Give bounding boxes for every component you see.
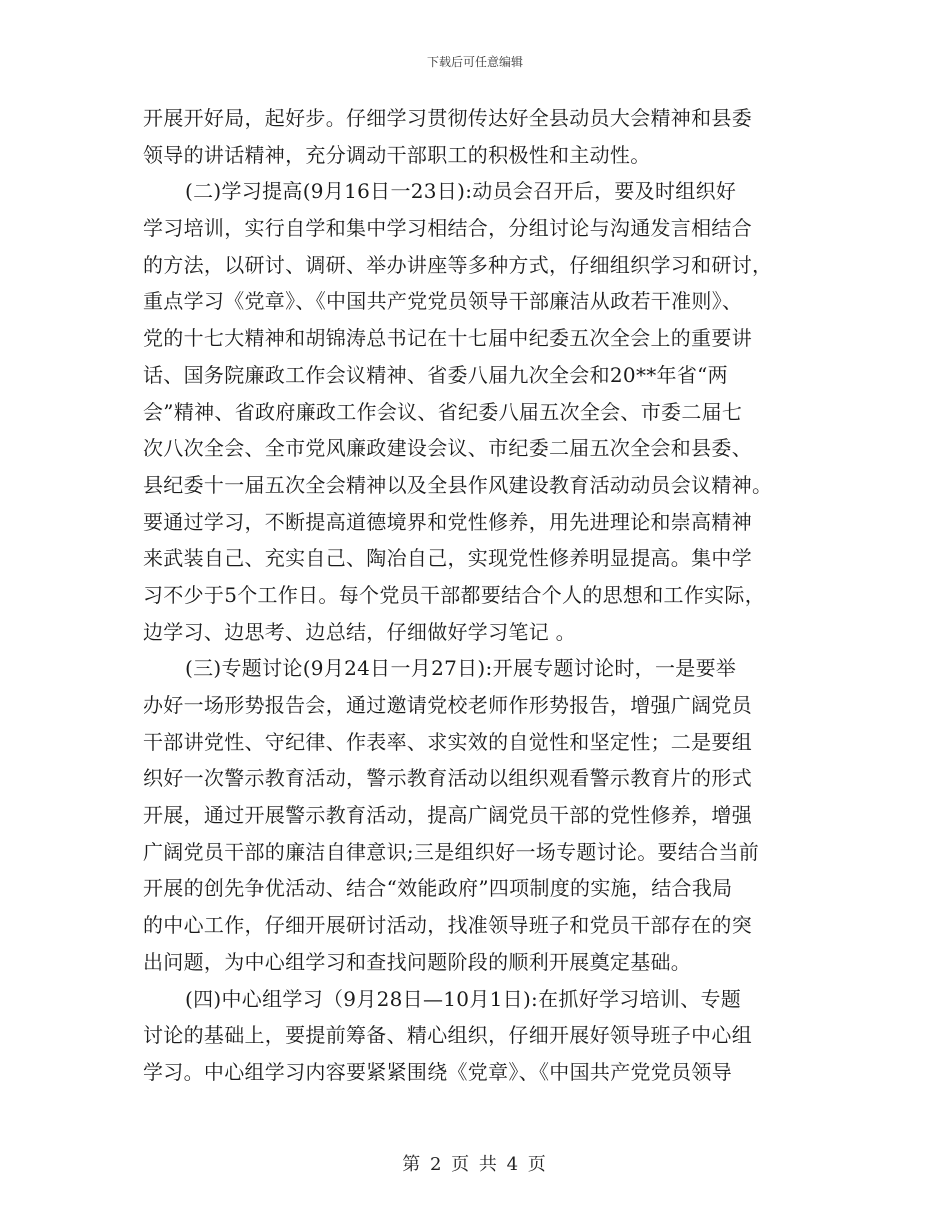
document-body bbox=[143, 100, 807, 1091]
text-line: 织好一次警示教育活动，警示教育活动以组织观看警示教育片的形式 bbox=[143, 766, 752, 791]
text-line: 次八次全会、全市党风廉政建设会议、市纪委二届五次全会和县委、 bbox=[143, 436, 752, 461]
text-line: 学习。中心组学习内容要紧紧围绕《党章》、《中国共产党党员领导 bbox=[143, 1059, 732, 1084]
text-line: 要通过学习，不断提高道德境界和党性修养，用先进理论和崇高精神 bbox=[143, 509, 752, 534]
text-line: 的方法，以研讨、调研、举办讲座等多种方式，仔细组织学习和研讨， bbox=[143, 252, 773, 277]
text-line: 来武装自己、充实自己、陶冶自己，实现党性修养明显提高。集中学 bbox=[143, 546, 752, 571]
section-heading-line: (二)学习提高(9月16日一23日):动员会召开后，要及时组织好 bbox=[185, 179, 737, 204]
page-number: 第 2 页 共 4 页 bbox=[402, 1154, 548, 1175]
page-footer bbox=[0, 1153, 950, 1177]
text-line: 党的十七大精神和胡锦涛总书记在十七届中纪委五次全会上的重要讲 bbox=[143, 326, 752, 351]
text-line: 开展，通过开展警示教育活动，提高广阔党员干部的党性修养，增强 bbox=[143, 803, 752, 828]
text-line: 讨论的基础上，要提前筹备、精心组织，仔细开展好领导班子中心组 bbox=[143, 1023, 752, 1048]
text-line: 县纪委十一届五次全会精神以及全县作风建设教育活动动员会议精神。 bbox=[143, 472, 773, 497]
text-line: 的中心工作，仔细开展研讨活动，找准领导班子和党员干部存在的突 bbox=[143, 913, 752, 938]
text-line: 开展的创先争优活动、结合“效能政府”四项制度的实施，结合我局 bbox=[143, 876, 733, 901]
text-line: 学习培训，实行自学和集中学习相结合，分组讨论与沟通发言相结合 bbox=[143, 216, 752, 241]
header-note: 下载后可任意编辑 bbox=[426, 55, 523, 69]
text-line: 领导的讲话精神，充分调动干部职工的积极性和主动性。 bbox=[143, 142, 651, 167]
text-line: 边学习、边思考、边总结，仔细做好学习笔记 。 bbox=[143, 619, 576, 644]
text-line: 干部讲党性、守纪律、作表率、求实效的自觉性和坚定性；二是要组 bbox=[143, 729, 752, 754]
section-heading-line: (四)中心组学习（9月28日—10月1日):在抓好学习培训、专题 bbox=[185, 986, 742, 1011]
text-line: 开展开好局，起好步。仔细学习贯彻传达好全县动员大会精神和县委 bbox=[143, 106, 752, 130]
text-line: 广阔党员干部的廉洁自律意识;三是组织好一场专题讨论。要结合当前 bbox=[143, 839, 760, 864]
text-line: 话、国务院廉政工作会议精神、省委八届九次全会和20**年省“两 bbox=[143, 362, 728, 387]
text-line: 重点学习《党章》、《中国共产党党员领导干部廉洁从政若干准则》、 bbox=[143, 289, 743, 314]
text-line: 会”精神、省政府廉政工作会议、省纪委八届五次全会、市委二届七 bbox=[143, 399, 743, 424]
text-line: 出问题，为中心组学习和查找问题阶段的顺利开展奠定基础。 bbox=[143, 949, 692, 974]
page-header bbox=[0, 54, 950, 70]
text-line: 办好一场形势报告会，通过邀请党校老师作形势报告，增强广阔党员 bbox=[143, 693, 752, 717]
section-heading-line: (三)专题讨论(9月24日一月27日):开展专题讨论时，一是要举 bbox=[185, 656, 737, 681]
text-line: 习不少于5个工作日。每个党员干部都要结合个人的思想和工作实际， bbox=[143, 582, 766, 607]
